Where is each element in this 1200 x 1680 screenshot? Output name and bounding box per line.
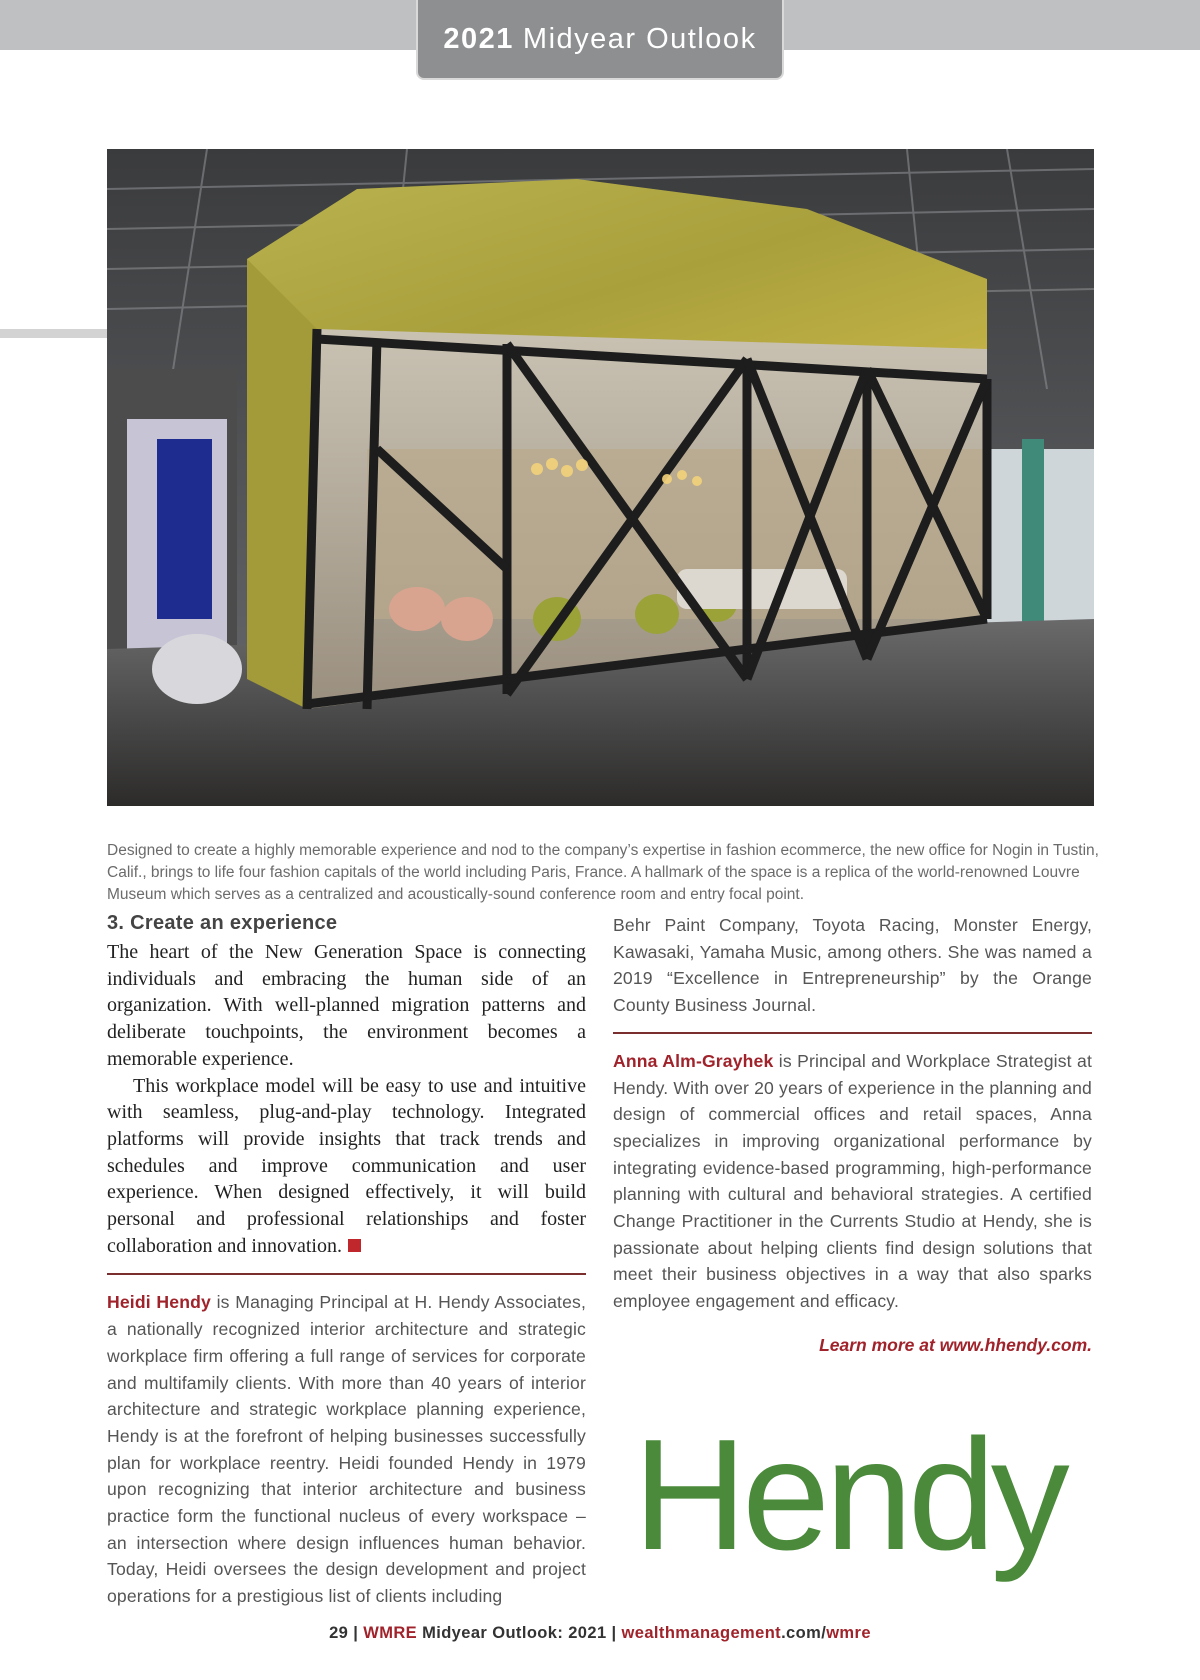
header-year: 2021 — [443, 22, 514, 55]
bio-text-anna: is Principal and Workplace Strategist at Hendy. With over 20 years of experience in the planning and design of commercial offices and retail spaces, Anna specializes in improving organizational performance by integrating evidence-based programming, high-performance planning with cultural and behavioral strategies. A certified Change Practitioner in the Currents Studio at Hendy, she is passionate about helping clients find design solutions that meet their business objectives in a way that also sparks employee engagement and efficacy. — [613, 1050, 1092, 1312]
section-heading: 3. Create an experience — [107, 912, 338, 934]
footer-site-tail: wmre — [826, 1624, 871, 1642]
decorative-side-rule — [0, 329, 108, 338]
footer-site-red: wealthmanagement — [621, 1624, 782, 1642]
article-paragraph-1: The heart of the New Generation Space is connecting individuals and embracing the human side of an organization. With well-planned migration patterns and deliberate touchpoints, the environment becomes a memorable experience. — [107, 941, 586, 1070]
learn-more-link[interactable]: Learn more at www.hhendy.com. — [819, 1334, 1092, 1355]
article-paragraph-2-text: This workplace model will be easy to use and intuitive with seamless, plug-and-play technology. Integrated platforms will provide insights that track trends and schedules and improve communication and user experience. When designed effectively, it will build personal and professional relationships and foster collaboration and innovation. — [107, 1074, 586, 1257]
right-column — [613, 912, 1092, 1356]
bio-name-anna: Anna Alm-Grayhek — [613, 1050, 774, 1071]
bio-text-heidi: is Managing Principal at H. Hendy Associates, a nationally recognized interior architecture and strategic workplace firm offering a full range of services for corporate and multifamily clients. With more than 40 years of interior architecture and strategic workplace planning experience, Hendy is at the forefront of helping businesses successfully plan for workplace reentry. Heidi founded Hendy in 1979 upon recognizing that interior architecture and business practice form the functional nucleus of every workspace – an intersection where design influences human behavior. Today, Heidi oversees the design development and project operations for a prestigious list of clients including — [107, 1292, 586, 1607]
footer-sep-2: | — [611, 1624, 617, 1642]
bio-heidi-hendy — [107, 1289, 586, 1609]
footer-site-rest: .com/ — [781, 1624, 827, 1642]
page-footer — [0, 1624, 1200, 1643]
footer-site-link[interactable] — [622, 1624, 871, 1642]
header-title: Midyear Outlook — [522, 22, 757, 55]
office-photo — [107, 149, 1094, 806]
page-number: 29 — [329, 1624, 349, 1642]
header-tab — [416, 0, 784, 80]
footer-brand: WMRE — [363, 1624, 418, 1642]
bio-anna-alm-grayhek — [613, 1048, 1092, 1315]
end-mark-icon — [348, 1239, 361, 1252]
bio-name-heidi: Heidi Hendy — [107, 1292, 211, 1313]
article-paragraph-2 — [107, 1073, 586, 1260]
left-column — [107, 912, 586, 1610]
photo-caption: Designed to create a highly memorable experience and nod to the company’s expertise in fashion ecommerce, the new office for Nogin in Tustin, Calif., brings to life four fashion capitals of the world including Paris, France. A hallmark of the space is a replica of the world-renowned Louvre Museum which serves as a centralized and acoustically-sound conference room and entry focal point. — [107, 841, 1099, 903]
divider-left — [107, 1273, 586, 1275]
divider-right — [613, 1032, 1092, 1034]
hendy-logo: Hendy — [633, 1407, 1065, 1583]
footer-publication: Midyear Outlook: 2021 — [422, 1624, 607, 1642]
bio-heidi-continued: Behr Paint Company, Toyota Racing, Monster Energy, Kawasaki, Yamaha Music, among others. She was named a 2019 “Excellence in Entrepreneurship” by the Orange County Business Journal. — [613, 915, 1092, 1016]
footer-sep-1: | — [353, 1624, 359, 1642]
